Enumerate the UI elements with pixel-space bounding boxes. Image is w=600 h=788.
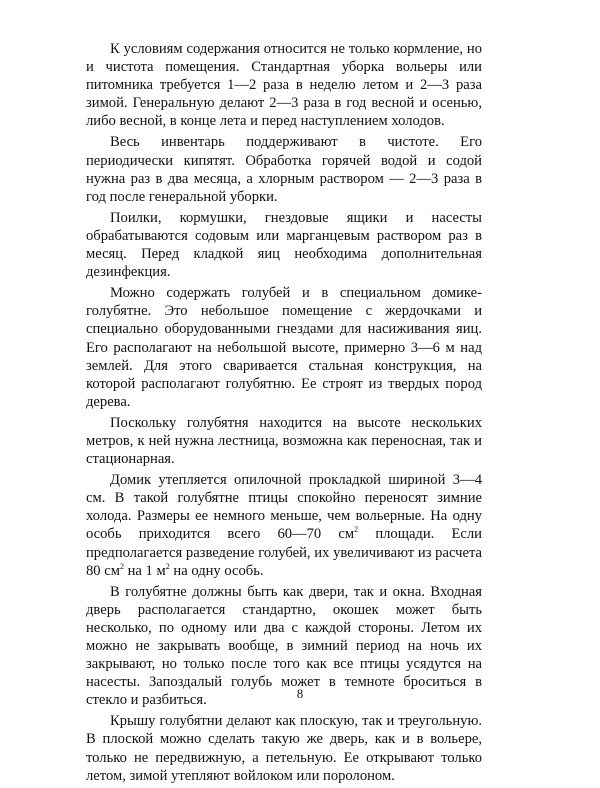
paragraph-ladder: Поскольку голубятня находится на высоте нескольких метров, к ней нужна лестница, возможна как переносная, так и стационарная. [86, 414, 482, 468]
paragraph-doors-windows: В голубятне должны быть как двери, так и окна. Входная дверь располагается стандартно, окошек может быть несколько, по одному или два с каждой стороны. Летом их можно не закрывать вообще, в зимний период на ночь их закрывают, но только после того как все птицы усядутся на насесты. Запоздалый голубь может в темноте броситься в стекло и разбиться. [86, 583, 482, 709]
superscript-2: 2 [354, 525, 359, 535]
paragraph-feeders: Поилки, кормушки, гнездовые ящики и насесты обрабатываются содовым или марганцевым раствором раз в месяц. Перед кладкой яиц необходима дополнительная дезинфекция. [86, 209, 482, 281]
page-body [86, 40, 482, 788]
superscript-2: 2 [119, 561, 124, 571]
superscript-2: 2 [165, 561, 170, 571]
paragraph-dovecote: Можно содержать голубей и в специальном домике-голубятне. Это небольшое помещение с жердочками и специально оборудованными гнездами для насиживания яиц. Его располагают на небольшой высоте, примерно 3—6 м над землей. Для этого сваривается стальная конструкция, на которой располагают голубятню. Ее строят из твердых пород дерева. [86, 285, 482, 410]
paragraph-cleaning: К условиям содержания относится не только кормление, но и чистота помещения. Стандартная уборка вольеры или питомника требуется 1—2 раза в неделю летом и 2—3 раза зимой. Генеральную делают 2—3 раза в год весной и осенью, либо весной, в конце лета и перед наступлением холодов. [86, 41, 482, 130]
paragraph-insulation [86, 471, 482, 580]
insulation-text-4: на одну особь. [169, 562, 264, 579]
insulation-text-2: площади. Если предполагается разведение голубей, их увеличивают из расчета 80 см [86, 526, 482, 579]
paragraph-roof: Крышу голубятни делают как плоскую, так и треугольную. В плоской можно сделать такую же дверь, как и в вольере, только не передвижную, а петельную. Ее открывают только летом, зимой утепляют войлоком или поролоном. [86, 713, 482, 784]
insulation-text-3: на 1 м [123, 562, 166, 579]
insulation-text-1: Домик утепляется опилочной прокладкой шириной 3—4 см. В такой голубятне птицы спокойно переносят зимние холода. Размеры ее немного меньше, чем вольерные. На одну особь приходится всего 60—70 см [86, 472, 482, 543]
page-number: 8 [296, 686, 304, 701]
paragraph-inventory: Весь инвентарь поддерживают в чистоте. Его периодически кипятят. Обработка горячей водой и содой нужна раз в два месяца, а хлорным раствором — 2—3 раза в год после генеральной уборки. [86, 134, 482, 205]
